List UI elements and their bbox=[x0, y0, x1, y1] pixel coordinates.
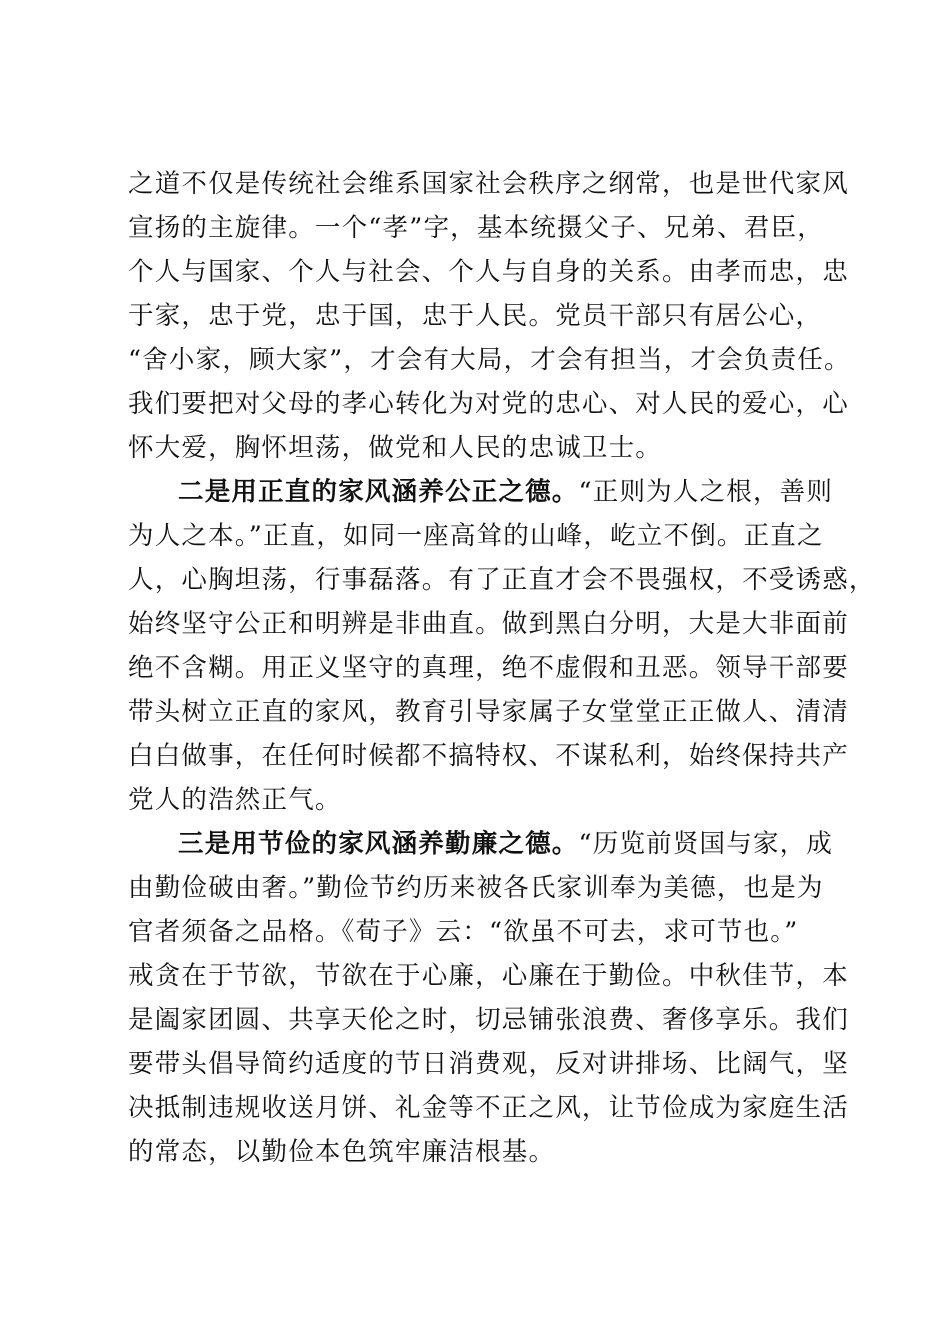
text-line: 决抵制违规收送月饼、礼金等不正之风，让节俭成为家庭生活 bbox=[128, 1093, 849, 1123]
text-line: “舍小家，顾大家”，才会有大局，才会有担当，才会负责任。 bbox=[128, 345, 851, 375]
text-line: 宣扬的主旋律。一个“孝”字，基本统摄父子、兄弟、君臣， bbox=[128, 213, 824, 243]
text-line: 怀大爱，胸怀坦荡，做党和人民的忠诚卫士。 bbox=[128, 433, 663, 463]
paragraph-lead-text: “正则为人之根，善则 bbox=[578, 477, 834, 507]
text-line: 白白做事，在任何时候都不搞特权、不谋私利，始终保持共产 bbox=[128, 741, 849, 771]
paragraph-heading: 二是用正直的家风涵养公正之德。 bbox=[178, 477, 579, 507]
text-line: 我们要把对父母的孝心转化为对党的忠心、对人民的爱心，心 bbox=[128, 389, 849, 419]
text-line: 个人与国家、个人与社会、个人与自身的关系。由孝而忠，忠 bbox=[128, 257, 849, 287]
text-line: 官者须备之品格。《荀子》云：“欲虽不可去，求可节也。” bbox=[128, 917, 799, 947]
paragraph-first-line bbox=[178, 826, 833, 862]
text-line: 为人之本。”正直，如同一座高耸的山峰，屹立不倒。正直之 bbox=[128, 521, 824, 551]
text-line: 绝不含糊。用正义坚守的真理，绝不虚假和丑恶。领导干部要 bbox=[128, 653, 849, 683]
text-line: 戒贪在于节欲，节欲在于心廉，心廉在于勤俭。中秋佳节，本 bbox=[128, 961, 849, 991]
text-line: 之道不仅是传统社会维系国家社会秩序之纲常，也是世代家风 bbox=[128, 169, 849, 199]
text-line: 人，心胸坦荡，行事磊落。有了正直才会不畏强权，不受诱惑， bbox=[128, 565, 876, 595]
text-line: 要带头倡导简约适度的节日消费观，反对讲排场、比阔气，坚 bbox=[128, 1049, 849, 1079]
text-line: 带头树立正直的家风，教育引导家属子女堂堂正正做人、清清 bbox=[128, 697, 849, 727]
text-line: 于家，忠于党，忠于国，忠于人民。党员干部只有居公心， bbox=[128, 301, 823, 331]
text-line: 党人的浩然正气。 bbox=[128, 785, 342, 815]
text-line: 始终坚守公正和明辨是非曲直。做到黑白分明，大是大非面前 bbox=[128, 609, 849, 639]
paragraph-heading: 三是用节俭的家风涵养勤廉之德。 bbox=[178, 829, 579, 859]
paragraph-first-line bbox=[178, 474, 833, 510]
text-line: 的常态，以勤俭本色筑牢廉洁根基。 bbox=[128, 1137, 556, 1167]
paragraph-lead-text: “历览前贤国与家，成 bbox=[578, 829, 834, 859]
text-line: 是阖家团圆、共享天伦之时，切忌铺张浪费、奢侈享乐。我们 bbox=[128, 1005, 849, 1035]
text-line: 由勤俭破由奢。”勤俭节约历来被各氏家训奉为美德，也是为 bbox=[128, 873, 824, 903]
